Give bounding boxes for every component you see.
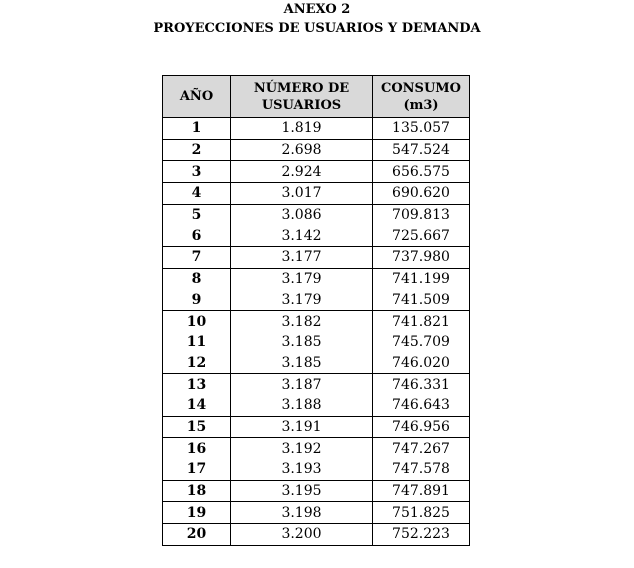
users-cell: 3.185 xyxy=(231,353,373,374)
consumption-cell: 747.891 xyxy=(373,480,470,502)
consumption-cell: 751.825 xyxy=(373,502,470,524)
users-cell: 3.179 xyxy=(231,268,373,289)
header-users xyxy=(231,76,373,118)
document-subtitle: PROYECCIONES DE USUARIOS Y DEMANDA xyxy=(153,21,481,36)
year-cell: 4 xyxy=(163,183,231,205)
year-cell: 18 xyxy=(163,480,231,502)
consumption-cell: 709.813 xyxy=(373,204,470,225)
header-year xyxy=(163,76,231,118)
year-cell: 20 xyxy=(163,524,231,546)
year-cell: 5 xyxy=(163,204,231,225)
users-cell: 1.819 xyxy=(231,118,373,140)
header-consumption xyxy=(373,76,470,118)
consumption-cell: 656.575 xyxy=(373,161,470,183)
table-row xyxy=(163,524,470,546)
header-users-line1: NÚMERO DE xyxy=(253,80,350,96)
table-row xyxy=(163,438,470,459)
users-cell: 3.191 xyxy=(231,416,373,438)
users-cell: 3.188 xyxy=(231,395,373,416)
consumption-cell: 741.509 xyxy=(373,290,470,311)
consumption-cell: 746.956 xyxy=(373,416,470,438)
consumption-cell: 741.821 xyxy=(373,311,470,332)
users-cell: 3.192 xyxy=(231,438,373,459)
consumption-cell: 690.620 xyxy=(373,183,470,205)
users-cell: 3.187 xyxy=(231,374,373,395)
header-consumption-line1: CONSUMO xyxy=(381,80,461,96)
header-year-label: AÑO xyxy=(179,89,214,104)
consumption-cell: 746.643 xyxy=(373,395,470,416)
year-cell: 1 xyxy=(163,118,231,140)
year-cell: 8 xyxy=(163,268,231,289)
users-cell: 3.185 xyxy=(231,332,373,353)
table-row xyxy=(163,225,470,246)
document-title: ANEXO 2 xyxy=(283,2,351,17)
table-row xyxy=(163,290,470,311)
year-cell: 12 xyxy=(163,353,231,374)
table-row xyxy=(163,161,470,183)
users-cell: 3.182 xyxy=(231,311,373,332)
table-row xyxy=(163,374,470,395)
year-cell: 17 xyxy=(163,459,231,480)
year-cell: 7 xyxy=(163,247,231,269)
table-row xyxy=(163,311,470,332)
table-body xyxy=(163,118,470,546)
consumption-cell: 746.331 xyxy=(373,374,470,395)
table-row xyxy=(163,139,470,161)
users-cell: 3.177 xyxy=(231,247,373,269)
table-row xyxy=(163,480,470,502)
users-cell: 2.698 xyxy=(231,139,373,161)
year-cell: 13 xyxy=(163,374,231,395)
header-consumption-line2: (m3) xyxy=(403,97,439,113)
year-cell: 10 xyxy=(163,311,231,332)
table-row xyxy=(163,204,470,225)
table-row xyxy=(163,183,470,205)
consumption-cell: 747.267 xyxy=(373,438,470,459)
consumption-cell: 737.980 xyxy=(373,247,470,269)
consumption-cell: 752.223 xyxy=(373,524,470,546)
year-cell: 14 xyxy=(163,395,231,416)
users-cell: 3.193 xyxy=(231,459,373,480)
table-row xyxy=(163,416,470,438)
projections-table xyxy=(162,75,470,546)
table-row xyxy=(163,353,470,374)
year-cell: 15 xyxy=(163,416,231,438)
consumption-cell: 741.199 xyxy=(373,268,470,289)
table-row xyxy=(163,332,470,353)
users-cell: 3.142 xyxy=(231,225,373,246)
year-cell: 19 xyxy=(163,502,231,524)
year-cell: 9 xyxy=(163,290,231,311)
consumption-cell: 745.709 xyxy=(373,332,470,353)
year-cell: 2 xyxy=(163,139,231,161)
consumption-cell: 725.667 xyxy=(373,225,470,246)
users-cell: 3.017 xyxy=(231,183,373,205)
users-cell: 3.198 xyxy=(231,502,373,524)
year-cell: 11 xyxy=(163,332,231,353)
table-row xyxy=(163,247,470,269)
consumption-cell: 135.057 xyxy=(373,118,470,140)
table-header-row xyxy=(163,76,470,118)
consumption-cell: 547.524 xyxy=(373,139,470,161)
consumption-cell: 747.578 xyxy=(373,459,470,480)
consumption-cell: 746.020 xyxy=(373,353,470,374)
header-users-line2: USUARIOS xyxy=(261,97,342,113)
users-cell: 3.086 xyxy=(231,204,373,225)
year-cell: 16 xyxy=(163,438,231,459)
users-cell: 3.179 xyxy=(231,290,373,311)
table-row xyxy=(163,502,470,524)
table-row xyxy=(163,118,470,140)
users-cell: 3.200 xyxy=(231,524,373,546)
year-cell: 6 xyxy=(163,225,231,246)
users-cell: 2.924 xyxy=(231,161,373,183)
year-cell: 3 xyxy=(163,161,231,183)
table-row xyxy=(163,459,470,480)
table-row xyxy=(163,268,470,289)
users-cell: 3.195 xyxy=(231,480,373,502)
table-row xyxy=(163,395,470,416)
